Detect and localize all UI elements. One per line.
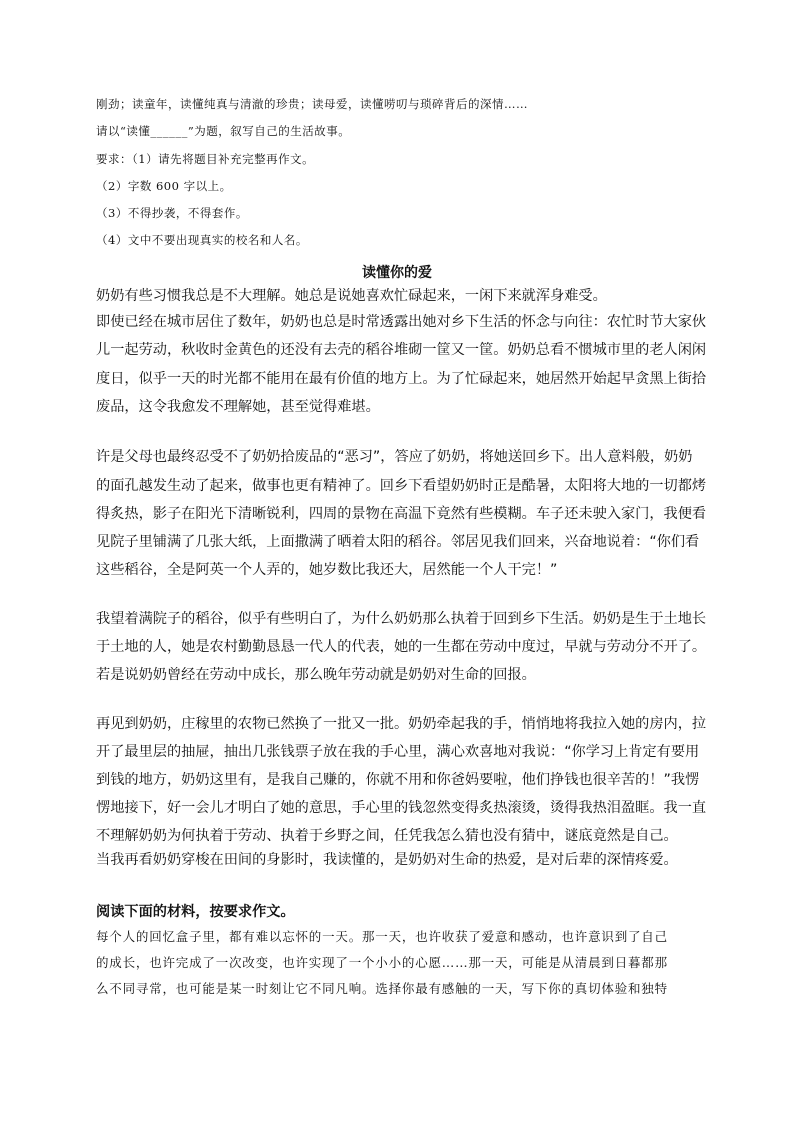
material-line: 的成长，也许完成了一次改变，也许实现了一个小小的心愿……那一天，可能是从清晨到日暮都那 [96,955,668,970]
essay-line: 再见到奶奶，庄稼里的农物已然换了一批又一批。奶奶牵起我的手，悄悄地将我拉入她的房内，拉 [96,716,707,732]
prompt-requirement-1: 要求：（1）请先将题目补充完整再作文。 [96,152,315,166]
prompt-line-1: 刚劲；读童年，读懂纯真与清澈的珍贵；读母爱，读懂唠叨与琐碎背后的深情…… [96,97,528,111]
prompt-requirement-4: （4）文中不要出现真实的校名和人名。 [96,233,308,247]
essay-line: 的面孔越发生动了起来，做事也更有精神了。回乡下看望奶奶时正是酷暑，太阳将大地的一切都烤 [96,478,707,494]
essay-line: 到钱的地方，奶奶这里有，是我自己赚的，你就不用和你爸妈要啦，他们挣钱也很辛苦的！”我愣 [96,772,700,788]
prompt-requirement-3: （3）不得抄袭，不得套作。 [96,206,248,220]
essay-line: 儿一起劳动，秋收时金黄色的还没有去壳的稻谷堆砌一筐又一筐。奶奶总看不惯城市里的老人闲闲 [96,342,707,358]
prompt-requirement-2: （2）字数 600 字以上。 [96,179,232,193]
essay-line: 开了最里层的抽屉，抽出几张钱票子放在我的手心里，满心欢喜地对我说：“你学习上肯定有要用 [96,744,700,760]
essay-line: 得炙热，影子在阳光下清晰锐利，四周的景物在高温下竟然有些模糊。车子还未驶入家门，我便看 [96,506,707,522]
next-question-heading: 阅读下面的材料，按要求作文。 [96,904,295,920]
essay-line: 我望着满院子的稻谷，似乎有些明白了，为什么奶奶那么执着于回到乡下生活。奶奶是生于土地长 [96,611,707,627]
essay-line: 这些稻谷，全是阿英一个人弄的，她岁数比我还大，居然能一个人干完！” [96,562,558,578]
essay-title: 读懂你的爱 [362,265,432,281]
essay-line: 奶奶有些习惯我总是不大理解。她总是说她喜欢忙碌起来，一闲下来就浑身难受。 [96,288,607,304]
prompt-line-2: 请以“读懂______”为题，叙写自己的生活故事。 [96,124,351,138]
essay-line: 度日，似乎一天的时光都不能用在最有价值的地方上。为了忙碌起来，她居然开始起早贪黑上街拾 [96,371,707,387]
material-line: 每个人的回忆盒子里，都有难以忘怀的一天。那一天，也许收获了爱意和感动，也许意识到了自己 [96,929,668,944]
essay-line: 见院子里铺满了几张大纸，上面撒满了晒着太阳的稻谷。邻居见我们回来，兴奋地说着：“你们看 [96,534,700,550]
essay-line: 即使已经在城市居住了数年，奶奶也总是时常透露出她对乡下生活的怀念与向往：农忙时节大家伙 [96,314,707,330]
essay-line: 废品，这令我愈发不理解她，甚至觉得难堪。 [96,399,380,415]
essay-line: 愣地接下，好一会儿才明白了她的意思，手心里的钱忽然变得炙热滚烫，烫得我热泪盈眶。我一直 [96,800,707,816]
essay-line: 许是父母也最终忍受不了奶奶拾废品的“恶习”，答应了奶奶，将她送回乡下。出人意料般，奶奶 [96,449,693,465]
essay-line: 不理解奶奶为何执着于劳动、执着于乡野之间，任凭我怎么猜也没有猜中，谜底竟然是自己。 [96,828,678,844]
material-line: 么不同寻常，也可能是某一时刻让它不同凡响。选择你最有感触的一天，写下你的真切体验和独特 [96,981,668,996]
essay-line: 若是说奶奶曾经在劳动中成长，那么晚年劳动就是奶奶对生命的回报。 [96,667,536,683]
essay-line: 当我再看奶奶穿梭在田间的身影时，我读懂的，是奶奶对生命的热爱，是对后辈的深情疼爱。 [96,852,678,868]
essay-line: 于土地的人，她是农村勤勤恳恳一代人的代表，她的一生都在劳动中度过，早就与劳动分不开了。 [96,639,707,655]
